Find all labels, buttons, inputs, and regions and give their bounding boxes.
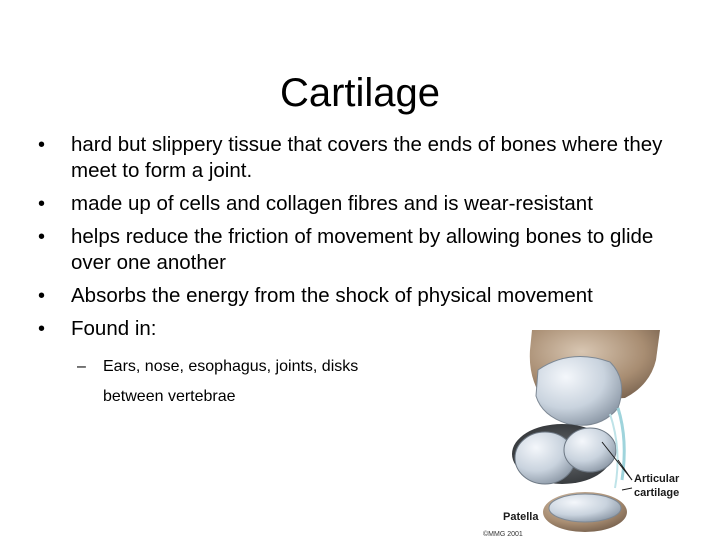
sub-bullet-glyph: – bbox=[77, 358, 86, 375]
articular-pointer bbox=[622, 488, 632, 490]
bullet-text: Absorbs the energy from the shock of physical movement bbox=[71, 284, 593, 307]
slide-title: Cartilage bbox=[279, 70, 441, 115]
bullet-text: helps reduce the friction of movement by allowing bones to glide over one another bbox=[71, 225, 654, 274]
sub-bullet-text: Ears, nose, esophagus, joints, disks between vertebrae bbox=[103, 358, 359, 405]
bullet-item bbox=[38, 191, 688, 217]
bullet-text: made up of cells and collagen fibres and is wear-resistant bbox=[71, 192, 593, 215]
bullet-glyph: • bbox=[38, 226, 46, 248]
bullet-text: hard but slippery tissue that covers the ends of bones where they meet to form a joint. bbox=[71, 133, 663, 182]
label-articular-2: cartilage bbox=[634, 487, 680, 499]
bullet-glyph: • bbox=[38, 193, 46, 215]
bullet-item bbox=[38, 224, 688, 276]
femoral-cartilage bbox=[536, 357, 622, 426]
patella-cartilage bbox=[549, 494, 621, 522]
knee-cartilage-illustration bbox=[450, 330, 720, 540]
bullet-glyph: • bbox=[38, 285, 46, 307]
sub-bullet-item bbox=[71, 352, 403, 412]
bullet-item bbox=[38, 132, 688, 184]
copyright-text: ©MMG 2001 bbox=[483, 531, 523, 538]
bullet-glyph: • bbox=[38, 134, 46, 156]
label-articular: Articular bbox=[634, 473, 680, 485]
bullet-text: Found in: bbox=[71, 317, 157, 340]
bullet-item bbox=[38, 283, 688, 309]
bullet-glyph: • bbox=[38, 318, 46, 340]
label-patella: Patella bbox=[503, 511, 539, 523]
